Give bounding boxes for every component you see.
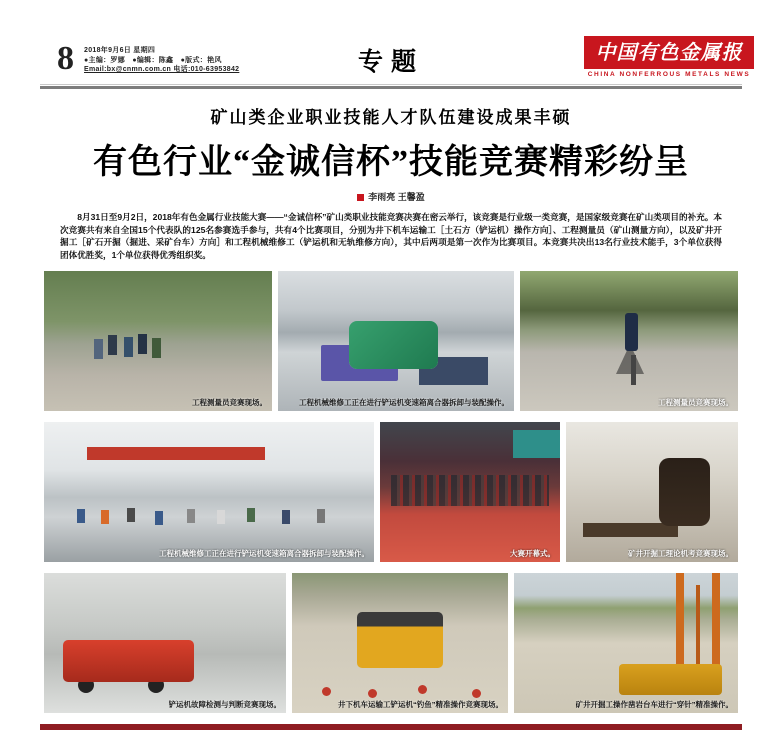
staff-line: ●主编：罗娜 ●编辑：陈鑫 ●版式：艳风 (84, 56, 222, 64)
article-headline: 有色行业“金诚信杯”技能竞赛精彩纷呈 (93, 144, 689, 181)
photo-scooptram-fault-test (44, 573, 286, 713)
logo-nameplate: 中国有色金属报 (584, 36, 754, 69)
photo-caption: 工程测量员竞赛现场。 (192, 398, 267, 407)
photo-row-2 (44, 422, 738, 562)
photo-caption: 工程机械维修工正在进行铲运机变速箱离合器拆卸与装配操作。 (299, 398, 509, 407)
article-body: 8月31日至9月2日，2018年有色金属行业技能大赛——“金诚信杯”矿山类职业技能竞赛决赛在密云举行，该竞赛是行业级一类竞赛，是国家级竞赛在矿山类项目的补充。本次竞赛共有来自全国15个代表队的125名参赛选手参与，共有4个比赛项目，分别为井下机车运输工［土石方（铲运机）操作方向］、工程测量员（矿山测量方向），以及矿井开掘工［矿石开掘（掘进、采矿台车）方向］和工程机械维修工（铲运机和无轨维修方向），其中后两项是第一次作为比赛项目。本竞赛共决出13名行业技术能手，3个单位获得团体优胜奖，1个单位获得优秀组织奖。 (60, 212, 722, 260)
article-byline (0, 190, 782, 203)
photo-row-1 (44, 271, 738, 411)
footer-rule (40, 724, 742, 730)
photo-grid (44, 271, 738, 713)
photo-opening-ceremony (380, 422, 560, 562)
article-kicker: 矿山类企业职业技能人才队伍建设成果丰硕 (210, 108, 572, 127)
photo-theory-exam (566, 422, 738, 562)
masthead (0, 0, 782, 84)
photo-caption: 工程测量员竞赛现场。 (658, 398, 733, 407)
photo-caption: 铲运机故障检测与判断竞赛现场。 (168, 700, 281, 709)
logo-subtitle: CHINA NONFERROUS METALS NEWS (587, 71, 751, 78)
contact-line: Email:bx@cnmn.com.cn 电话:010-63953842 (84, 66, 240, 73)
photo-caption: 工程机械维修工正在进行铲运机变速箱离合器拆卸与装配操作。 (159, 549, 369, 558)
newspaper-logo (584, 36, 754, 78)
photo-caption: 大赛开幕式。 (510, 549, 555, 558)
masthead-rule-thick (40, 86, 742, 89)
photo-caption: 矿井开掘工操作凿岩台车进行“穿针”精准操作。 (575, 700, 733, 709)
photo-total-station (520, 271, 738, 411)
date-line: 2018年9月6日 星期四 (84, 47, 156, 54)
byline-names: 李雨亮 王馨盈 (368, 192, 425, 202)
page-number: 8 (57, 40, 74, 77)
photo-caption: 矿井开掘工理论机考竞赛现场。 (628, 549, 733, 558)
photo-survey-field (44, 271, 272, 411)
section-title: 专题 (357, 49, 424, 76)
article-header (0, 103, 782, 203)
photo-row-3 (44, 573, 738, 713)
photo-caption: 井下机车运输工铲运机“钓鱼”精准操作竞赛现场。 (338, 700, 503, 709)
photo-drill-jumbo (514, 573, 738, 713)
photo-workshop-hall (44, 422, 374, 562)
photo-loader-fishing-task (292, 573, 508, 713)
byline-marker-icon (357, 194, 364, 201)
photo-gearbox-workshop (278, 271, 514, 411)
masthead-rule (40, 84, 742, 91)
